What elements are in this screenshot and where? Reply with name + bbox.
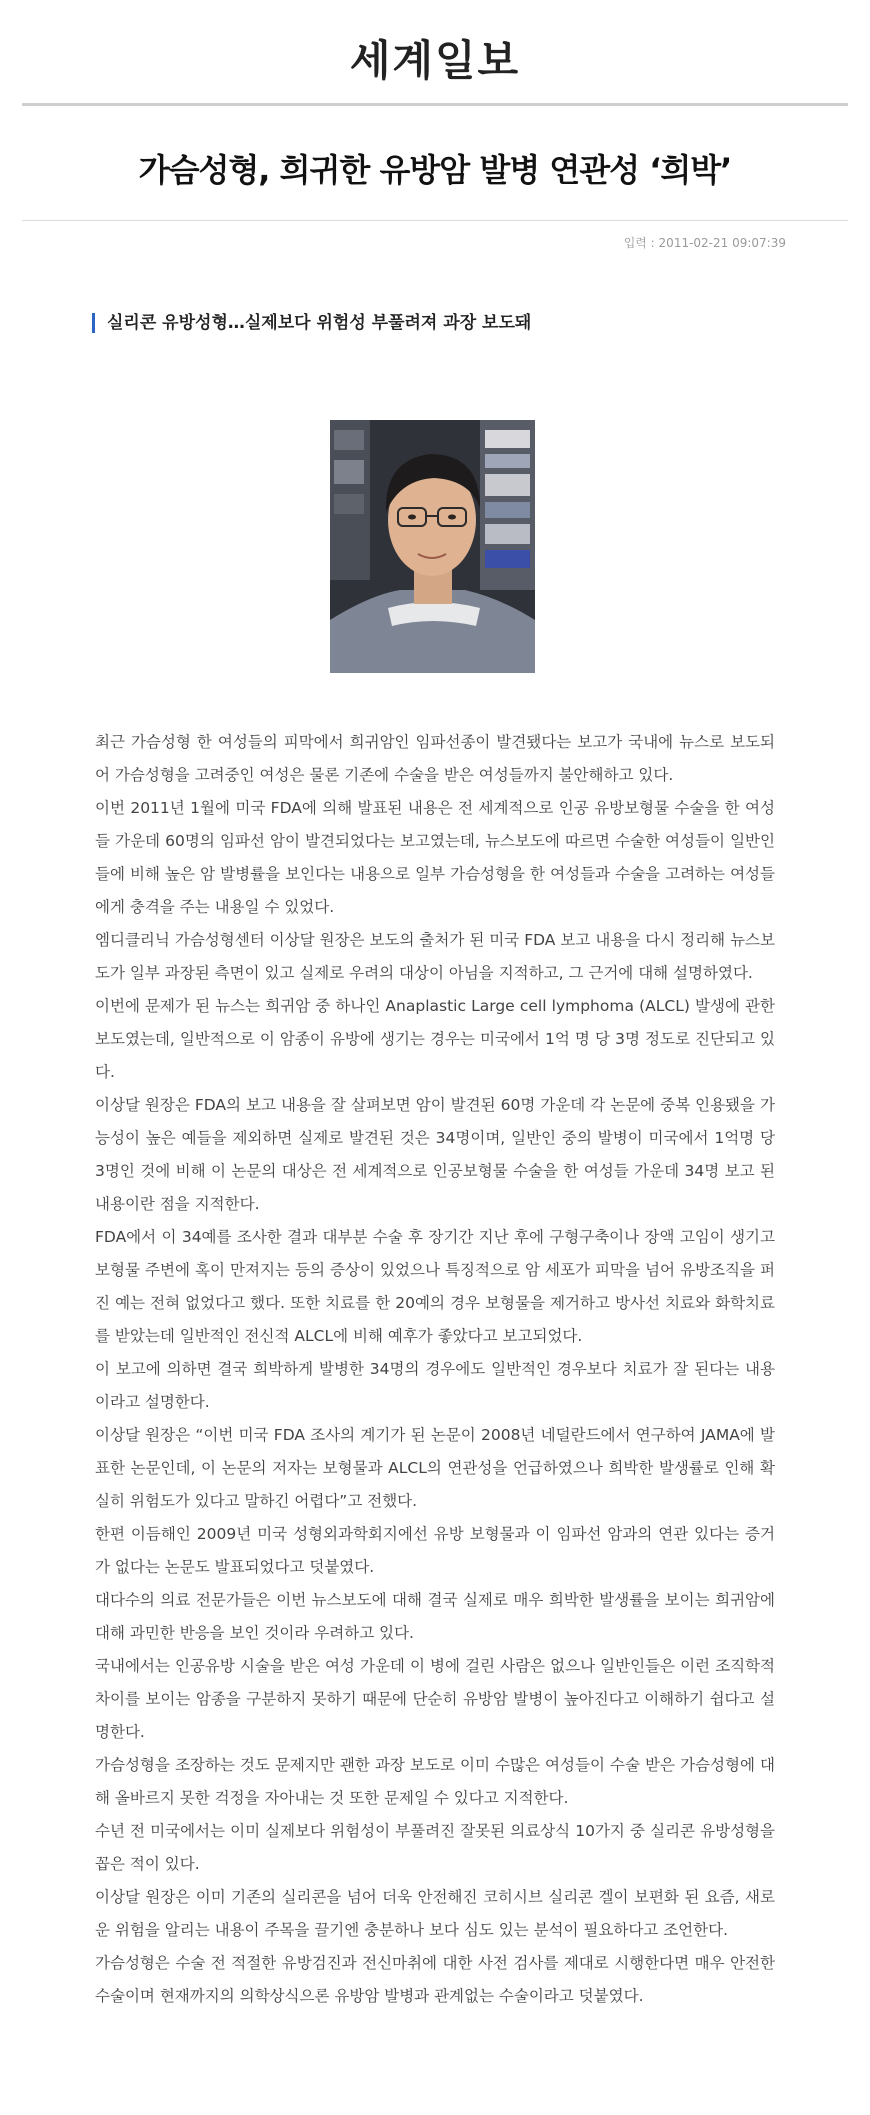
article-body [95, 726, 775, 2013]
article-dateline: 입력 : 2011-02-21 09:07:39 [623, 236, 786, 250]
article-subheadline: 실리콘 유방성형…실제보다 위험성 부풀려져 과장 보도돼 [92, 313, 531, 333]
article-paragraph: 이번에 문제가 된 뉴스는 희귀암 중 하나인 Anaplastic Large cell lymphoma (ALCL) 발생에 관한 보도였는데, 일반적으로 이 암종이 유방에 생기는 경우는 미국에서 1억 명 당 3명 정도로 진단되고 있다. [95, 997, 775, 1081]
article-paragraph: 이상달 원장은 “이번 미국 FDA 조사의 계기가 된 논문이 2008년 네덜란드에서 연구하여 JAMA에 발표한 논문인데, 이 논문의 저자는 보형물과 ALCL의 연관성을 언급하였으나 희박한 발생률로 인해 확실히 위험도가 있다고 말하긴 어렵다”고 전했다. [95, 1426, 775, 1510]
article-paragraph: 대다수의 의료 전문가들은 이번 뉴스보도에 대해 결국 실제로 매우 희박한 발생률을 보이는 희귀암에 대해 과민한 반응을 보인 것이라 우려하고 있다. [95, 1591, 775, 1642]
article-paragraph: 이상달 원장은 FDA의 보고 내용을 잘 살펴보면 암이 발견된 60명 가운데 각 논문에 중복 인용됐을 가능성이 높은 예들을 제외하면 실제로 발견된 것은 34명이며, 일반인 중의 발병이 미국에서 1억명 당 3명인 것에 비해 이 논문의 대상은 전 세계적으로 인공보형물 수술을 한 여성들 가운데 34명 보고 된 내용이란 점을 지적한다. [95, 1096, 775, 1213]
header-divider [22, 103, 848, 106]
article-paragraph: FDA에서 이 34예를 조사한 결과 대부분 수술 후 장기간 지난 후에 구형구축이나 장액 고임이 생기고 보형물 주변에 혹이 만져지는 등의 증상이 있었으나 특징적으로 암 세포가 피막을 넘어 유방조직을 퍼진 예는 전혀 없었다고 했다. 또한 치료를 한 20예의 경우 보형물을 제거하고 방사선 치료와 화학치료를 받았는데 일반적인 전신적 ALCL에 비해 예후가 좋았다고 보고되었다. [95, 1228, 775, 1345]
portrait-photo-icon [330, 420, 535, 673]
article-paragraph: 이번 2011년 1월에 미국 FDA에 의해 발표된 내용은 전 세계적으로 인공 유방보형물 수술을 한 여성들 가운데 60명의 임파선 암이 발견되었다는 보고였는데, 뉴스보도에 따르면 수술한 여성들이 일반인들에 비해 높은 암 발병률을 보인다는 내용으로 일부 가슴성형을 한 여성들과 수술을 고려하는 여성들에게 충격을 주는 내용일 수 있었다. [95, 799, 775, 916]
article-paragraph: 한편 이듬해인 2009년 미국 성형외과학회지에선 유방 보형물과 이 임파선 암과의 연관 있다는 증거가 없다는 논문도 발표되었다고 덧붙였다. [95, 1525, 775, 1576]
portrait-photo [330, 420, 535, 673]
article-paragraph: 수년 전 미국에서는 이미 실제보다 위험성이 부풀려진 잘못된 의료상식 10가지 중 실리콘 유방성형을 꼽은 적이 있다. [95, 1822, 775, 1873]
article-paragraph: 가슴성형을 조장하는 것도 문제지만 괜한 과장 보도로 이미 수많은 여성들이 수술 받은 가슴성형에 대해 올바르지 못한 걱정을 자아내는 것 또한 문제일 수 있다고 지적한다. [95, 1756, 775, 1807]
article-paragraph: 이 보고에 의하면 결국 희박하게 발병한 34명의 경우에도 일반적인 경우보다 치료가 잘 된다는 내용이라고 설명한다. [95, 1360, 775, 1411]
article-paragraph: 엠디클리닉 가슴성형센터 이상달 원장은 보도의 출처가 된 미국 FDA 보고 내용을 다시 정리해 뉴스보도가 일부 과장된 측면이 있고 실제로 우려의 대상이 아님을 지적하고, 그 근거에 대해 설명하였다. [95, 931, 775, 982]
article-paragraph: 국내에서는 인공유방 시술을 받은 여성 가운데 이 병에 걸린 사람은 없으나 일반인들은 이런 조직학적 차이를 보이는 암종을 구분하지 못하기 때문에 단순히 유방암 발병이 높아진다고 이해하기 쉽다고 설명한다. [95, 1657, 775, 1741]
article-paragraph: 이상달 원장은 이미 기존의 실리콘을 넘어 더욱 안전해진 코히시브 실리콘 겔이 보편화 된 요즘, 새로운 위험을 알리는 내용이 주목을 끌기엔 충분하나 보다 심도 있는 분석이 필요하다고 조언한다. [95, 1888, 775, 1939]
headline-divider [22, 220, 848, 221]
masthead-logo[interactable]: 세계일보 [349, 36, 521, 85]
article-paragraph: 가슴성형은 수술 전 적절한 유방검진과 전신마취에 대한 사전 검사를 제대로 시행한다면 매우 안전한 수술이며 현재까지의 의학상식으론 유방암 발병과 관계없는 수술이라고 덧붙였다. [95, 1954, 775, 2005]
article-headline: 가슴성형, 희귀한 유방암 발병 연관성 ‘희박’ [138, 151, 732, 189]
article-paragraph: 최근 가슴성형 한 여성들의 피막에서 희귀암인 임파선종이 발견됐다는 보고가 국내에 뉴스로 보도되어 가슴성형을 고려중인 여성은 물론 기존에 수술을 받은 여성들까지 불안해하고 있다. [95, 733, 775, 784]
